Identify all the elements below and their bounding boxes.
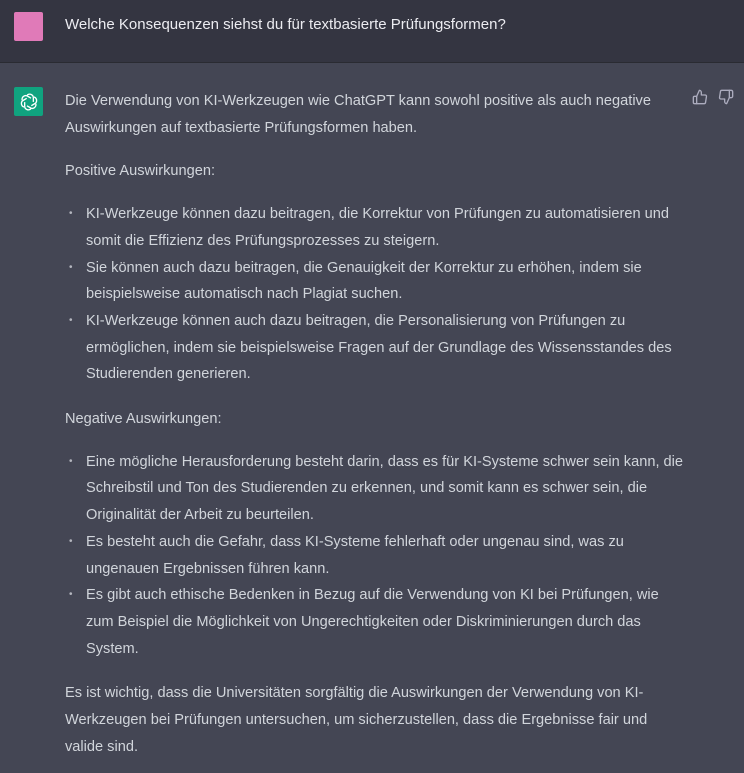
answer-conclusion: Es ist wichtig, dass die Universitäten sorgfältig die Auswirkungen der Verwendung von KI-Werkzeugen bei Prüfungen untersuchen, um sicherzustellen, dass die Ergebnisse fair und valide sind. [65, 685, 648, 755]
negative-heading: Negative Auswirkungen: [65, 411, 222, 428]
user-message-text: Welche Konsequenzen siehst du für textbasierte Prüfungsformen? [65, 16, 506, 33]
positive-list [65, 201, 685, 388]
feedback-buttons [692, 89, 734, 105]
list-item: • Sie können auch dazu beitragen, die Genauigkeit der Korrektur zu erhöhen, indem sie beispielsweise automatisch nach Plagiat suchen. [65, 255, 685, 308]
assistant-message-row [0, 63, 744, 760]
list-item: • Es gibt auch ethische Bedenken in Bezug auf die Verwendung von KI bei Prüfungen, wie zum Beispiel die Möglichkeit von Ungerechtigkeiten oder Diskriminierungen durch das System. [65, 582, 685, 662]
thumbs-up-icon[interactable] [692, 89, 708, 105]
list-item: • KI-Werkzeuge können auch dazu beitragen, die Personalisierung von Prüfungen zu ermöglichen, indem sie beispielsweise Fragen auf der Grundlage des Wissensstandes des Studierenden generieren. [65, 308, 685, 388]
list-item: • Eine mögliche Herausforderung besteht darin, dass es für KI-Systeme schwer sein kann, die Schreibstil und Ton des Studierenden zu erkennen, und somit kann es schwer sein, die Originalität der Arbeit zu beurteilen. [65, 449, 685, 529]
assistant-message-text [65, 88, 685, 760]
answer-intro: Die Verwendung von KI-Werkzeugen wie ChatGPT kann sowohl positive als auch negative Auswirkungen auf textbasierte Prüfungsformen haben. [65, 93, 651, 136]
user-avatar [14, 12, 43, 41]
list-item: • Es besteht auch die Gefahr, dass KI-Systeme fehlerhaft oder ungenau sind, was zu ungenauen Ergebnissen führen kann. [65, 529, 685, 582]
thumbs-down-icon[interactable] [718, 89, 734, 105]
openai-logo-icon [14, 87, 43, 116]
positive-heading: Positive Auswirkungen: [65, 163, 216, 180]
list-item: • KI-Werkzeuge können dazu beitragen, die Korrektur von Prüfungen zu automatisieren und somit die Effizienz des Prüfungsprozesses zu steigern. [65, 201, 685, 254]
user-message-row [0, 0, 744, 63]
negative-list [65, 449, 685, 663]
